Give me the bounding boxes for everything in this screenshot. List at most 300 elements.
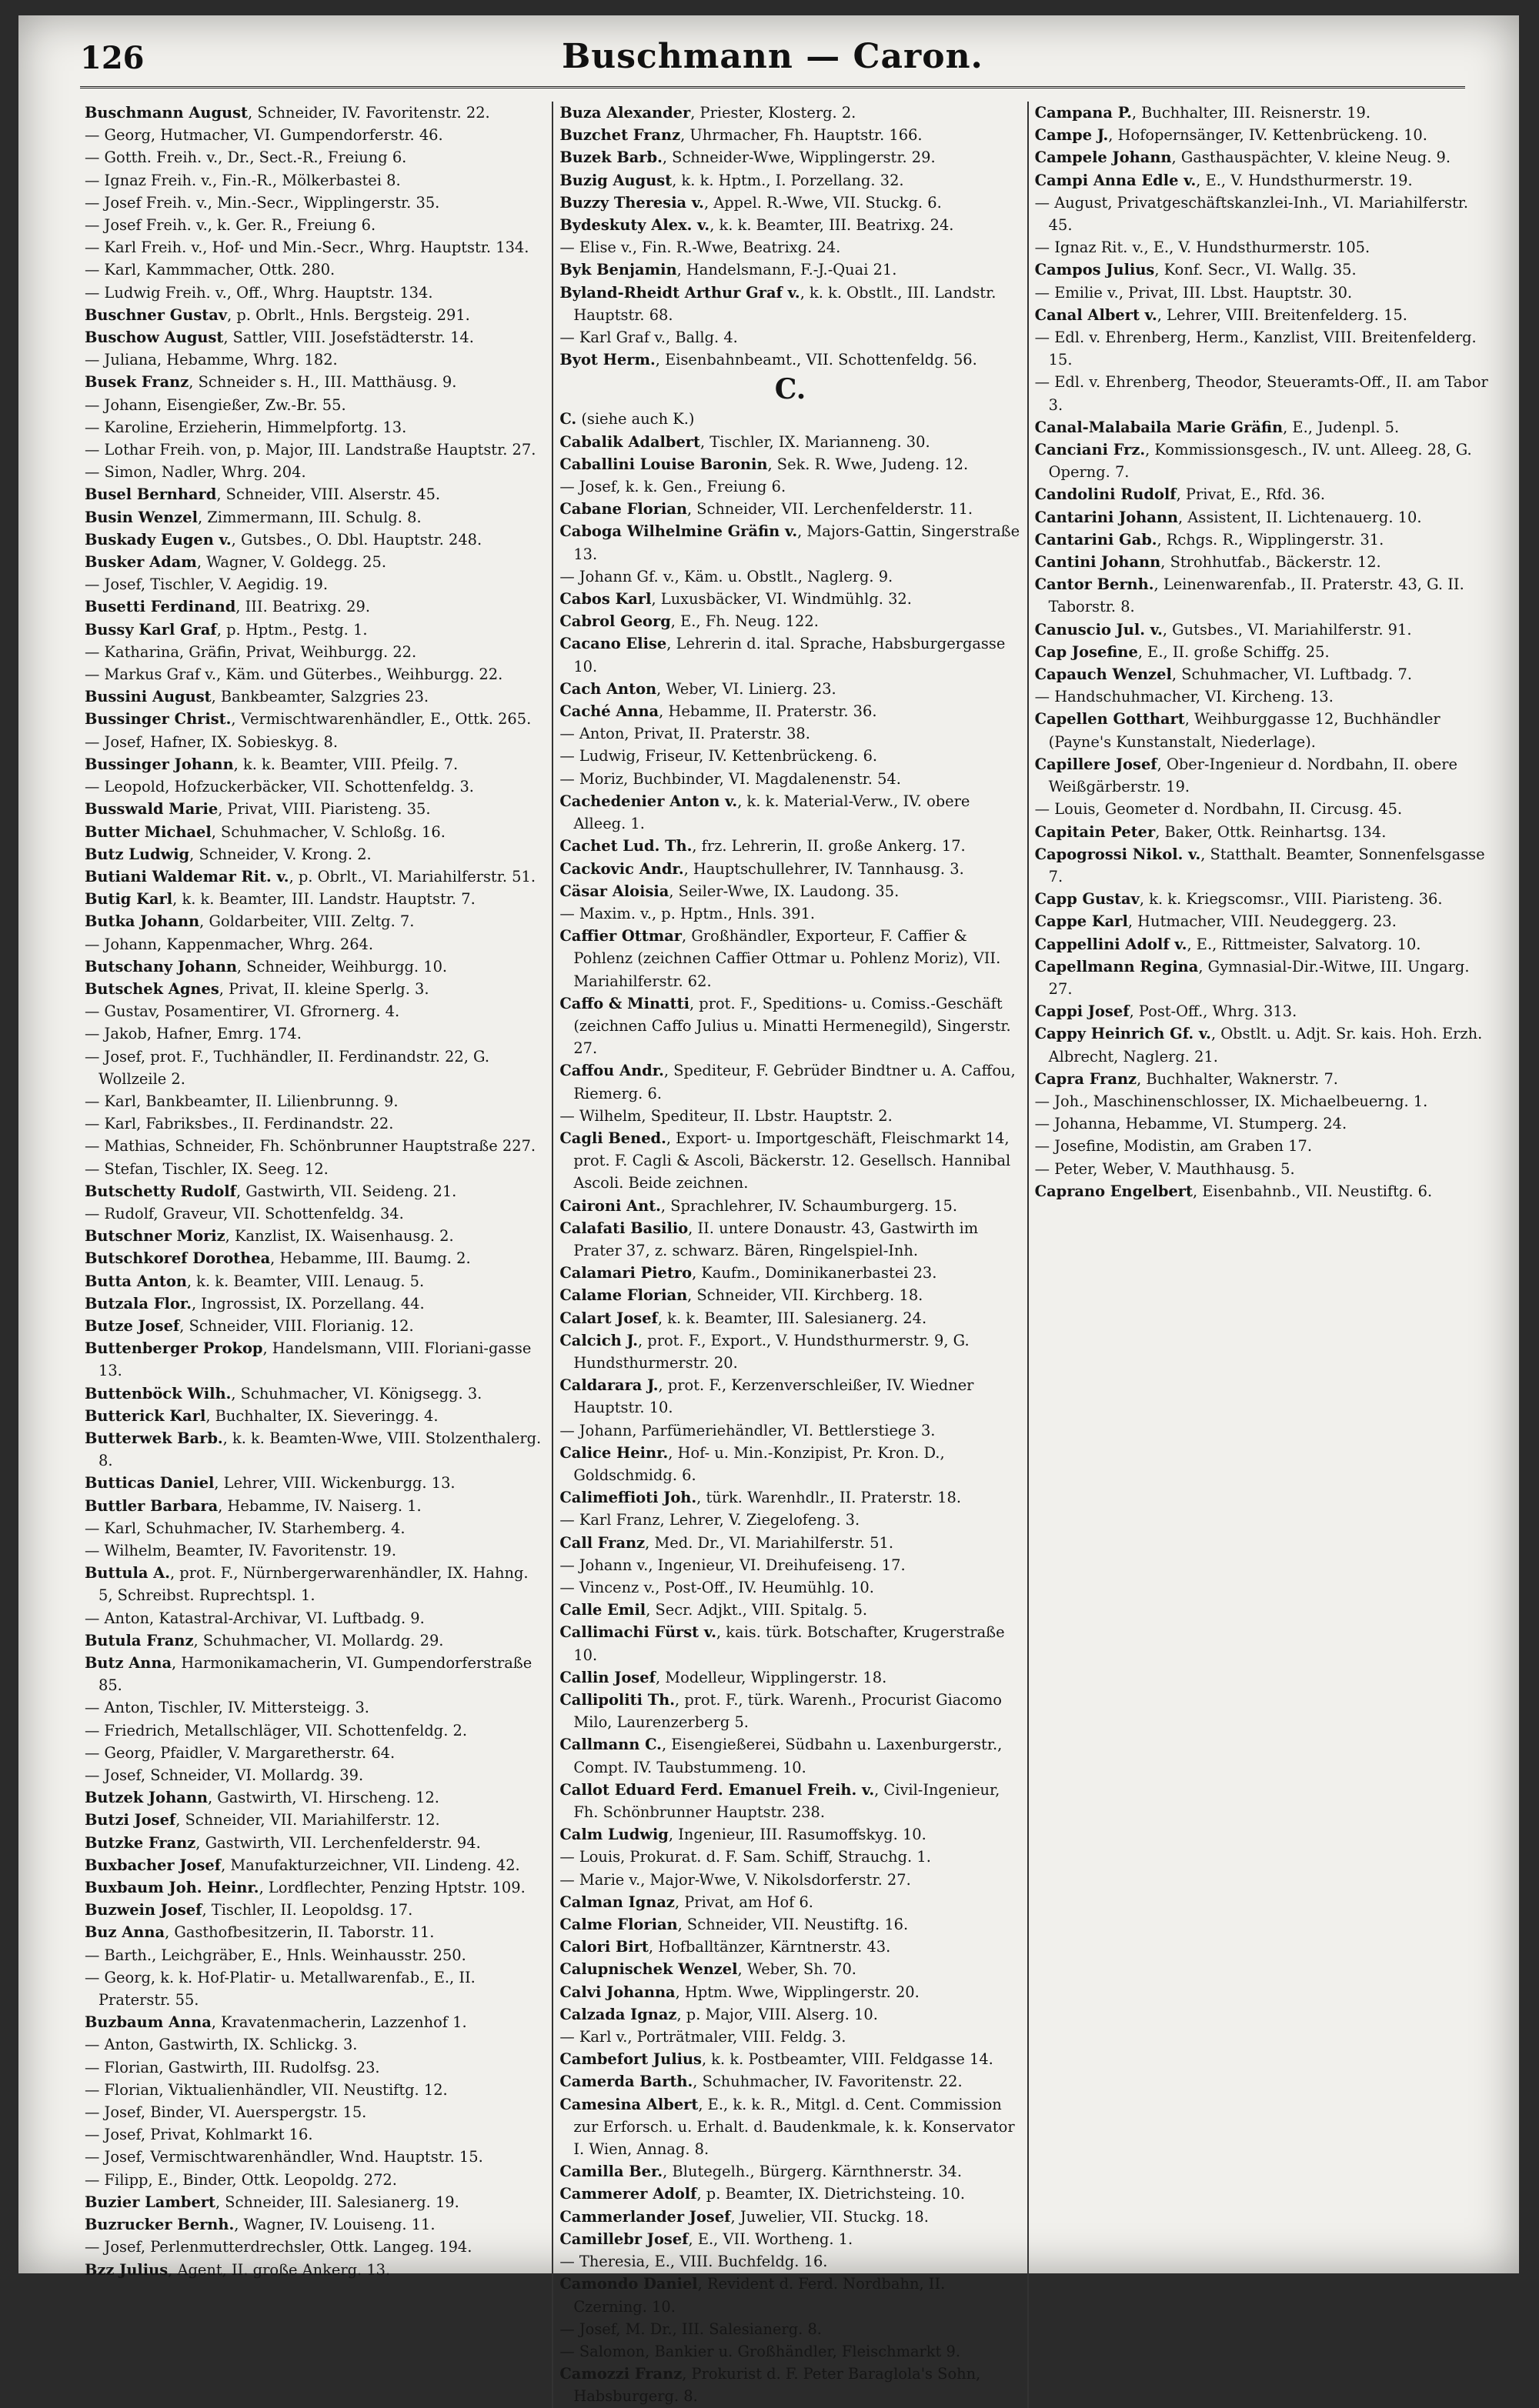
directory-entry xyxy=(85,1854,546,1876)
entry-text: , Schneider-Wwe, Wipplingerstr. 29. xyxy=(662,148,936,167)
directory-entry xyxy=(559,2250,1020,2273)
directory-entry xyxy=(559,236,1020,258)
entry-text: , Großhändler, Exporteur, F. Caffier & Pohlenz (zeichnen Caffier Ottmar u. Pohlenz Moriz), VII. Mariahilferstr. 62. xyxy=(573,927,1001,990)
entry-name: Buttenböck Wilh. xyxy=(85,1384,232,1402)
entry-name: Camozzi Franz xyxy=(559,2365,683,2383)
directory-entry xyxy=(559,1869,1020,1891)
directory-entry xyxy=(85,2101,546,2123)
entry-text: — Vincenz v., Post-Off., IV. Heumühlg. 10. xyxy=(559,1579,874,1596)
entry-name: Cabalik Adalbert xyxy=(559,432,700,451)
directory-entry xyxy=(1035,1000,1496,1022)
entry-text: , prot. F., Export., V. Hundsthurmerstr. 9, G. Hundsthurmerstr. 20. xyxy=(573,1331,970,1372)
entry-name: Campana P. xyxy=(1034,104,1132,122)
entry-text: , Luxusbäcker, VI. Windmühlg. 32. xyxy=(651,590,912,609)
entry-text: , Hauptschullehrer, IV. Tannhausg. 3. xyxy=(683,859,964,878)
entry-name: Butschek Agnes xyxy=(85,979,219,998)
entry-name: Campele Johann xyxy=(1034,148,1172,167)
entry-name: Cackovic Andr. xyxy=(559,859,684,878)
directory-entry xyxy=(85,2056,546,2079)
entry-text: , Kommissionsgesch., IV. unt. Alleeg. 28, G. Operng. 7. xyxy=(1048,441,1472,482)
entry-text: — Gustav, Posamentirer, VI. Gfrornerg. 4. xyxy=(85,1002,400,1021)
directory-entry xyxy=(85,1764,546,1786)
entry-name: Canal Albert v. xyxy=(1034,305,1157,324)
directory-entry xyxy=(85,1921,546,1943)
entry-name: Buzwein Josef xyxy=(85,1901,202,1919)
entry-name: Buzrucker Bernh. xyxy=(85,2216,235,2234)
entry-text: , E., Fh. Neug. 122. xyxy=(670,612,819,631)
directory-entry xyxy=(559,1936,1020,1958)
entry-text: — Josef, Perlenmutterdrechsler, Ottk. Langeg. 194. xyxy=(85,2238,472,2256)
entry-text: , Gymnasial-Dir.-Witwe, III. Ungarg. 27. xyxy=(1048,957,1470,998)
directory-entry xyxy=(85,821,546,843)
directory-entry xyxy=(85,2011,546,2033)
entry-text: — Josef, Binder, VI. Auerspergstr. 15. xyxy=(85,2103,367,2122)
entry-name: Cammerlander Josef xyxy=(559,2207,731,2226)
entry-text: — Florian, Viktualienhändler, VII. Neustiftg. 12. xyxy=(85,2080,448,2099)
directory-entry xyxy=(559,835,1020,857)
entry-name: Callin Josef xyxy=(559,1668,656,1686)
entry-text: — Wilhelm, Beamter, IV. Favoritenstr. 19. xyxy=(85,1542,397,1559)
directory-entry xyxy=(85,910,546,932)
entry-text: , Zimmermann, III. Schulg. 8. xyxy=(197,508,422,526)
directory-entry xyxy=(559,2070,1020,2093)
directory-entry xyxy=(1035,910,1496,932)
entry-name: Calori Birt xyxy=(559,1938,649,1956)
entry-text: , p. Obrlt., VI. Mariahilferstr. 51. xyxy=(289,867,536,885)
entry-text: , Gastwirth, VI. Hirscheng. 12. xyxy=(207,1789,439,1807)
entry-name: Cachet Lud. Th. xyxy=(559,837,693,855)
entry-name: Callimachi Fürst v. xyxy=(559,1623,716,1642)
directory-entry xyxy=(85,933,546,956)
entry-text: — Edl. v. Ehrenberg, Theodor, Steueramts-Off., II. am Tabor 3. xyxy=(1034,373,1488,414)
directory-entry xyxy=(559,768,1020,790)
entry-text: , II. untere Donaustr. 43, Gastwirth im Prater 37, z. schwarz. Bären, Ringelspiel-Inh. xyxy=(573,1219,979,1259)
directory-entry xyxy=(85,1135,546,1157)
directory-entry xyxy=(559,722,1020,745)
entry-name: Bussy Karl Graf xyxy=(85,620,217,639)
entry-name: Bzz Julius xyxy=(85,2260,169,2279)
entry-text: , Schneider, VIII. Alserstr. 45. xyxy=(216,485,441,504)
entry-text: , Schneider, III. Salesianerg. 19. xyxy=(215,2193,459,2211)
entry-text: — August, Privatgeschäftskanzlei-Inh., VI. Mariahilferstr. 45. xyxy=(1034,193,1469,235)
entry-text: , Manufakturzeichner, VII. Lindeng. 42. xyxy=(221,1856,520,1874)
entry-name: Calupnischek Wenzel xyxy=(559,1960,738,1979)
directory-entry xyxy=(1035,124,1496,146)
entry-name: Buxbaum Joh. Heinr. xyxy=(85,1879,259,1897)
entry-text: , Uhrmacher, Fh. Hauptstr. 166. xyxy=(680,126,923,145)
directory-entry xyxy=(559,1059,1020,1104)
directory-entry xyxy=(1035,236,1496,258)
entry-text: — Handschuhmacher, VI. Kircheng. 13. xyxy=(1034,688,1334,706)
entry-name: Buz Anna xyxy=(85,1923,165,1942)
entry-text: , Revident d. Ferd. Nordbahn, II. Czerning. 10. xyxy=(573,2275,946,2316)
entry-name: Butschkoref Dorothea xyxy=(85,1249,271,1268)
directory-entry xyxy=(559,880,1020,902)
entry-text: , k. k. Beamter, VIII. Lenaug. 5. xyxy=(186,1272,425,1290)
directory-entry xyxy=(85,888,546,910)
entry-text: , Buchhalter, IX. Sieveringg. 4. xyxy=(205,1406,439,1425)
entry-text: , Harmonikamacherin, VI. Gumpendorferstraße 85. xyxy=(98,1654,532,1695)
directory-entry xyxy=(559,1509,1020,1531)
entry-text: , Hofballtänzer, Kärntnerstr. 43. xyxy=(648,1938,891,1956)
entry-text: — Karl Freih. v., Hof- und Min.-Secr., Whrg. Hauptstr. 134. xyxy=(85,238,529,257)
entry-text: , Buchhalter, III. Reisnerstr. 19. xyxy=(1131,104,1371,122)
entry-name: Campe J. xyxy=(1034,126,1109,145)
directory-entry xyxy=(85,978,546,1000)
entry-name: Cabrol Georg xyxy=(559,612,671,631)
entry-text: , Sattler, VIII. Josefstädterstr. 14. xyxy=(223,329,474,347)
entry-name: Cappy Heinrich Gf. v. xyxy=(1034,1025,1211,1043)
column-middle xyxy=(553,102,1028,2408)
entry-text: , Tischler, II. Leopoldsg. 17. xyxy=(202,1901,413,1919)
entry-name: Buskady Eugen v. xyxy=(85,530,232,549)
entry-text: — Georg, k. k. Hof-Platir- u. Metallwarenfab., E., II. Praterstr. 55. xyxy=(85,1968,476,2009)
entry-name: Camesina Albert xyxy=(559,2095,699,2113)
entry-text: , Schneider, Weihburgg. 10. xyxy=(236,957,448,976)
directory-entry xyxy=(85,753,546,775)
directory-entry xyxy=(559,326,1020,349)
entry-name: Cantini Johann xyxy=(1034,553,1161,572)
directory-entry xyxy=(85,2213,546,2236)
entry-text: , Seiler-Wwe, IX. Laudong. 35. xyxy=(669,882,900,900)
entry-name: Buza Alexander xyxy=(559,104,691,122)
entry-text: — Georg, Hutmacher, VI. Gumpendorferstr. 46. xyxy=(85,126,443,145)
entry-name: Butschetty Rudolf xyxy=(85,1182,236,1200)
directory-entry xyxy=(85,2259,546,2281)
directory-entry xyxy=(85,214,546,236)
entry-text: — Maxim. v., p. Hptm., Hnls. 391. xyxy=(559,904,816,922)
directory-entry xyxy=(559,124,1020,146)
directory-entry xyxy=(559,1486,1020,1509)
directory-entry xyxy=(1035,1068,1496,1090)
entry-text: , Schuhmacher, VI. Luftbadg. 7. xyxy=(1171,665,1412,684)
entry-text: , Buchhalter, Waknerstr. 7. xyxy=(1137,1069,1338,1088)
entry-name: Butzi Josef xyxy=(85,1811,176,1829)
entry-text: , Ober-Ingenieur d. Nordbahn, II. obere Weißgärberstr. 19. xyxy=(1048,755,1458,796)
entry-name: Cabane Florian xyxy=(559,500,687,519)
directory-entry xyxy=(85,619,546,641)
directory-entry xyxy=(559,2228,1020,2250)
entry-text: , Gutsbes., O. Dbl. Hauptstr. 248. xyxy=(231,530,482,549)
entry-text: , Hofopernsänger, IV. Kettenbrückeng. 10. xyxy=(1108,126,1427,145)
entry-text: , Handelsmann, F.-J.-Quai 21. xyxy=(676,261,897,279)
directory-entry xyxy=(1035,416,1496,439)
entry-text: , Rchgs. R., Wipplingerstr. 31. xyxy=(1157,530,1384,549)
entry-text: , prot. F., Kerzenverschleißer, IV. Wiedner Hauptstr. 10. xyxy=(573,1376,974,1417)
directory-entry xyxy=(1035,326,1496,371)
directory-entry xyxy=(559,2003,1020,2026)
directory-entry xyxy=(1035,282,1496,304)
directory-entry xyxy=(85,1000,546,1022)
entry-name: Buzig August xyxy=(559,171,673,189)
directory-entry xyxy=(1035,753,1496,798)
directory-entry xyxy=(85,371,546,393)
directory-entry xyxy=(85,146,546,168)
entry-text: — Leopold, Hofzuckerbäcker, VII. Schottenfeldg. 3. xyxy=(85,778,474,796)
entry-text: — Johann v., Ingenieur, VI. Dreihufeiseng. 17. xyxy=(559,1556,906,1574)
entry-name: Callmann C. xyxy=(559,1736,662,1754)
entry-text: — Karl, Schuhmacher, IV. Starhemberg. 4. xyxy=(85,1519,406,1537)
entry-name: Bydeskuty Alex. v. xyxy=(559,216,710,235)
entry-name: Capitain Peter xyxy=(1034,822,1156,841)
directory-entry xyxy=(85,1202,546,1225)
directory-entry xyxy=(85,1719,546,1742)
entry-text: — Johanna, Hebamme, VI. Stumperg. 24. xyxy=(1034,1115,1347,1133)
directory-entry xyxy=(85,282,546,304)
entry-text: , k. k. Beamter, III. Landstr. Hauptstr. 7. xyxy=(172,890,476,909)
directory-entry xyxy=(85,685,546,708)
entry-text: , Ingrossist, IX. Porzellang. 44. xyxy=(191,1294,425,1312)
entry-text: , Privat, am Hof 6. xyxy=(674,1893,813,1911)
entry-name: Butzala Flor. xyxy=(85,1294,192,1312)
entry-name: Busetti Ferdinand xyxy=(85,598,236,616)
directory-entry xyxy=(85,798,546,820)
entry-text: — Johann, Eisengießer, Zw.-Br. 55. xyxy=(85,395,346,414)
entry-text: , Secr. Adjkt., VIII. Spitalg. 5. xyxy=(646,1601,868,1619)
directory-entry xyxy=(559,2206,1020,2228)
directory-entry xyxy=(559,565,1020,588)
entry-name: Bussinger Christ. xyxy=(85,710,232,729)
directory-entry xyxy=(559,1981,1020,2003)
entry-text: , k. k. Material-Verw., IV. obere Alleeg. 1. xyxy=(573,792,970,833)
directory-entry xyxy=(559,2318,1020,2340)
entry-name: Busswald Marie xyxy=(85,800,219,819)
entry-text: , Bankbeamter, Salzgries 23. xyxy=(211,688,429,706)
directory-entry xyxy=(85,1899,546,1921)
directory-entry xyxy=(85,102,546,124)
directory-entry xyxy=(559,1442,1020,1486)
entry-text: — Juliana, Hebamme, Whrg. 182. xyxy=(85,351,338,369)
entry-text: — Anton, Tischler, IV. Mittersteigg. 3. xyxy=(85,1699,369,1717)
directory-entry xyxy=(1035,371,1496,415)
directory-entry xyxy=(85,349,546,371)
directory-entry xyxy=(85,1809,546,1831)
entry-text: — Anton, Privat, II. Praterstr. 38. xyxy=(559,725,810,743)
entry-text: — Lothar Freih. von, p. Major, III. Landstraße Hauptstr. 27. xyxy=(85,441,536,459)
entry-text: , Weber, VI. Linierg. 23. xyxy=(656,679,836,698)
directory-entry xyxy=(85,304,546,326)
entry-text: , k. k. Beamter, III. Salesianerg. 24. xyxy=(657,1309,927,1327)
entry-text: — Karoline, Erzieherin, Himmelpfortg. 13. xyxy=(85,418,407,436)
entry-text: , Vermischtwarenhändler, E., Ottk. 265. xyxy=(231,710,532,729)
entry-name: C. xyxy=(559,410,577,429)
entry-name: Cap Josefine xyxy=(1034,642,1138,661)
directory-entry xyxy=(1035,258,1496,281)
entry-text: , Agent, II. große Ankerg. 13. xyxy=(168,2260,391,2279)
entry-text: — Ludwig, Friseur, IV. Kettenbrückeng. 6. xyxy=(559,747,878,765)
entry-text: , Strohhutfab., Bäckerstr. 12. xyxy=(1160,553,1381,572)
entry-text: — Rudolf, Graveur, VII. Schottenfeldg. 34. xyxy=(85,1204,404,1222)
column-left xyxy=(78,102,553,2408)
directory-entry xyxy=(559,2160,1020,2183)
entry-name: Callot Eduard Ferd. Emanuel Freih. v. xyxy=(559,1780,875,1799)
entry-text: , Schuhmacher, IV. Favoritenstr. 22. xyxy=(693,2073,963,2091)
directory-entry xyxy=(85,2033,546,2056)
entry-text: , Hutmacher, VIII. Neudeggerg. 23. xyxy=(1127,912,1397,931)
entry-text: , Gastwirth, VII. Lerchenfelderstr. 94. xyxy=(195,1833,481,1852)
entry-name: Campos Julius xyxy=(1034,261,1155,279)
directory-entry xyxy=(1035,888,1496,910)
entry-text: — Wilhelm, Spediteur, II. Lbstr. Hauptstr. 2. xyxy=(559,1106,893,1125)
entry-name: Buzbaum Anna xyxy=(85,2013,212,2032)
directory-entry xyxy=(85,641,546,663)
directory-entry xyxy=(85,326,546,349)
directory-entry xyxy=(1035,529,1496,551)
entry-name: Callipoliti Th. xyxy=(559,1691,675,1709)
entry-name: Byk Benjamin xyxy=(559,261,677,279)
entry-text: , III. Beatrixg. 29. xyxy=(235,598,370,616)
entry-name: Candolini Rudolf xyxy=(1034,485,1177,504)
entry-text: , Weber, Sh. 70. xyxy=(737,1960,856,1979)
directory-entry xyxy=(1035,169,1496,192)
entry-text: — Josef, Privat, Kohlmarkt 16. xyxy=(85,2126,313,2144)
entry-text: , Schneider, VII. Kirchberg. 18. xyxy=(687,1286,923,1305)
entry-text: , Sek. R. Wwe, Judeng. 12. xyxy=(767,455,969,473)
entry-text: , Goldarbeiter, VIII. Zeltg. 7. xyxy=(199,912,415,931)
directory-entry xyxy=(85,1315,546,1337)
directory-entry xyxy=(85,439,546,461)
directory-entry xyxy=(1035,573,1496,618)
directory-entry xyxy=(85,529,546,551)
entry-name: Calman Ignaz xyxy=(559,1893,675,1911)
directory-entry xyxy=(85,1292,546,1315)
directory-entry xyxy=(559,169,1020,192)
entry-text: , türk. Warenhdlr., II. Praterstr. 18. xyxy=(696,1489,962,1507)
entry-name: Butula Franz xyxy=(85,1631,194,1649)
entry-text: , Ingenieur, III. Rasumoffskyg. 10. xyxy=(668,1826,926,1844)
directory-entry xyxy=(85,1090,546,1112)
directory-entry xyxy=(559,1284,1020,1306)
entry-text: , Schneider, VIII. Florianig. 12. xyxy=(179,1316,414,1335)
entry-name: Calvi Johanna xyxy=(559,1983,676,2001)
directory-entry xyxy=(559,1576,1020,1599)
directory-entry xyxy=(559,1958,1020,1980)
directory-entry xyxy=(85,1832,546,1854)
entry-name: Butzek Johann xyxy=(85,1789,208,1807)
entry-text: , Schneider, VII. Neustiftg. 16. xyxy=(677,1916,909,1934)
directory-entry xyxy=(1035,304,1496,326)
directory-entry xyxy=(1035,146,1496,168)
entry-text: , Modelleur, Wipplingerstr. 18. xyxy=(655,1668,887,1686)
entry-text: — Johann, Kappenmacher, Whrg. 264. xyxy=(85,935,374,953)
column-right xyxy=(1029,102,1502,2408)
entry-name: Caironi Ant. xyxy=(559,1196,661,1215)
entry-text: — Ludwig Freih. v., Off., Whrg. Hauptstr. 134. xyxy=(85,283,433,302)
entry-text: , E., VII. Wortheng. 1. xyxy=(688,2230,853,2248)
entry-name: Busek Franz xyxy=(85,373,189,392)
directory-entry xyxy=(559,1823,1020,1846)
entry-text: , Eisenbahnb., VII. Neustiftg. 6. xyxy=(1192,1182,1433,1200)
directory-entry xyxy=(85,1944,546,1966)
entry-name: Cantor Bernh. xyxy=(1034,575,1154,594)
entry-name: Calcich J. xyxy=(559,1331,638,1349)
entry-text: — Josef, Tischler, V. Aegidig. 19. xyxy=(85,575,329,594)
entry-name: Cantarini Gab. xyxy=(1034,530,1157,549)
directory-entry xyxy=(1035,933,1496,956)
entry-text: — Josef, Hafner, IX. Sobieskyg. 8. xyxy=(85,732,339,751)
directory-entry xyxy=(1035,1090,1496,1112)
directory-entry xyxy=(559,1262,1020,1284)
entry-name: Caprano Engelbert xyxy=(1034,1182,1193,1200)
entry-name: Buttler Barbara xyxy=(85,1496,219,1515)
entry-name: Buttenberger Prokop xyxy=(85,1339,263,1358)
directory-entry xyxy=(559,1419,1020,1442)
directory-entry xyxy=(559,790,1020,835)
entry-name: Cantarini Johann xyxy=(1034,508,1179,526)
directory-entry xyxy=(85,551,546,573)
directory-entry xyxy=(559,1127,1020,1195)
entry-name: Canal-Malabaila Marie Gräfin xyxy=(1034,418,1284,436)
entry-text: — Barth., Leichgräber, E., Hnls. Weinhausstr. 250. xyxy=(85,1946,466,1964)
directory-entry xyxy=(85,573,546,595)
directory-entry xyxy=(559,925,1020,992)
entry-name: Calme Florian xyxy=(559,1916,678,1934)
entry-text: , E., V. Hundsthurmerstr. 19. xyxy=(1196,171,1413,189)
entry-text: — Katharina, Gräfin, Privat, Weihburgg. 22. xyxy=(85,642,417,661)
directory-entry xyxy=(85,731,546,753)
entry-name: Capellen Gotthart xyxy=(1034,710,1185,729)
entry-text: — Ignaz Freih. v., Fin.-R., Mölkerbastei 8. xyxy=(85,171,401,189)
directory-entry xyxy=(85,461,546,483)
entry-name: Camondo Daniel xyxy=(559,2275,698,2293)
entry-name: Bussinger Johann xyxy=(85,755,234,773)
entry-text: , Schuhmacher, VI. Königsegg. 3. xyxy=(231,1384,482,1402)
entry-text: , Statthalt. Beamter, Sonnenfelsgasse 7. xyxy=(1048,845,1485,885)
entry-text: , Obstlt. u. Adjt. Sr. kais. Hoh. Erzh. Albrecht, Naglerg. 21. xyxy=(1048,1025,1483,1066)
entry-text: , Gasthofbesitzerin, II. Taborstr. 11. xyxy=(165,1923,435,1942)
entry-text: , E., Judenpl. 5. xyxy=(1283,418,1400,436)
entry-name: Butz Ludwig xyxy=(85,845,190,863)
entry-name: Caché Anna xyxy=(559,702,659,721)
entry-name: Capra Franz xyxy=(1034,1069,1137,1088)
directory-entry xyxy=(559,2363,1020,2407)
directory-entry xyxy=(559,678,1020,700)
directory-entry xyxy=(559,1195,1020,1217)
entry-name: Cach Anton xyxy=(559,679,657,698)
directory-entry xyxy=(85,956,546,978)
entry-text: , Juwelier, VII. Stuckg. 18. xyxy=(730,2207,929,2226)
directory-entry xyxy=(85,1022,546,1045)
entry-text: , Majors-Gattin, Singerstraße 13. xyxy=(573,522,1020,563)
directory-entry xyxy=(1035,1135,1496,1157)
directory-entry xyxy=(1035,843,1496,888)
directory-entry xyxy=(85,169,546,192)
directory-entry xyxy=(559,1554,1020,1576)
entry-text: — Emilie v., Privat, III. Lbst. Hauptstr. 30. xyxy=(1034,283,1353,302)
entry-text: , Privat, E., Rfd. 36. xyxy=(1176,485,1326,504)
entry-name: Cachedenier Anton v. xyxy=(559,792,738,810)
entry-text: , Hptm. Wwe, Wipplingerstr. 20. xyxy=(675,1983,920,2001)
directory-entry xyxy=(559,102,1020,124)
directory-entry xyxy=(85,1652,546,1696)
entry-text: — Josef, Schneider, VI. Mollardg. 39. xyxy=(85,1766,364,1785)
entry-name: Butticas Daniel xyxy=(85,1474,215,1492)
directory-entry xyxy=(85,1158,546,1180)
entry-text: , Konf. Secr., VI. Wallg. 35. xyxy=(1154,261,1357,279)
directory-entry xyxy=(85,775,546,798)
entry-name: Butschany Johann xyxy=(85,957,237,976)
page-number: 126 xyxy=(80,40,145,76)
entry-text: — Georg, Pfaidler, V. Margaretherstr. 64. xyxy=(85,1743,396,1762)
directory-page xyxy=(18,15,1519,2406)
directory-entry xyxy=(559,632,1020,677)
entry-name: Butterick Karl xyxy=(85,1406,206,1425)
entry-text: , Eisengießerei, Südbahn u. Laxenburgerstr., Compt. IV. Taubstummeng. 10. xyxy=(573,1736,1003,1776)
entry-text: , E., II. große Schiffg. 25. xyxy=(1137,642,1330,661)
directory-entry xyxy=(559,1891,1020,1913)
directory-entry xyxy=(85,843,546,865)
directory-entry xyxy=(559,2093,1020,2161)
